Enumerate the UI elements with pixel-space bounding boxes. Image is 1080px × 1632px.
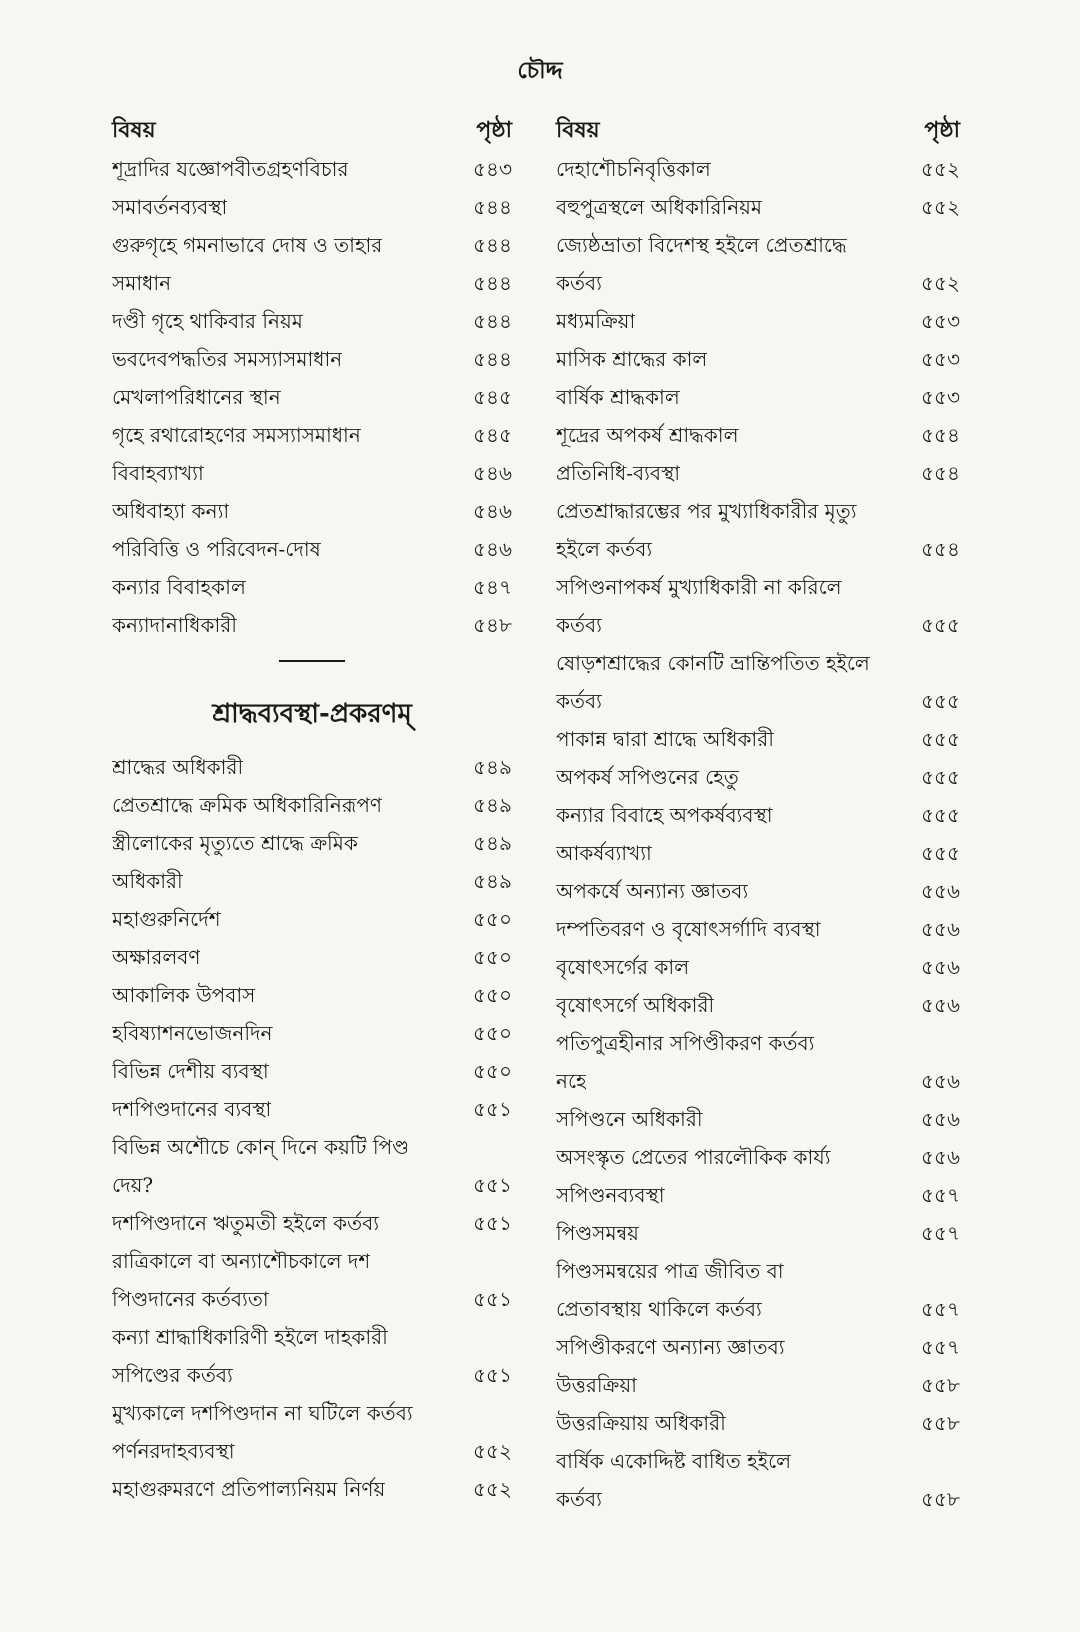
- toc-entry-page: ৫৫৪: [921, 461, 960, 485]
- toc-entry: [112, 1166, 512, 1204]
- toc-entry-title: বিবাহব্যাখ্যা: [112, 461, 204, 485]
- toc-entry-title: কন্যাদানাধিকারী: [112, 613, 238, 637]
- toc-entry-title: প্রেতশ্রাদ্ধারম্ভের পর মুখ্যাধিকারীর মৃত্যু: [556, 499, 857, 523]
- toc-entry-title: হবিষ্যাশনভোজনদিন: [112, 1021, 273, 1045]
- toc-entry-page: ৫৫১: [473, 1173, 512, 1197]
- toc-entry-page: ৫৫৬: [921, 1107, 960, 1131]
- page-header-label: পৃষ্ঠা: [476, 116, 512, 143]
- toc-entry-title: অক্ষারলবণ: [112, 945, 201, 969]
- toc-entry: [112, 1318, 512, 1356]
- toc-entry: [556, 530, 960, 568]
- toc-entry-title: কন্যার বিবাহকাল: [112, 575, 246, 599]
- toc-entry-page: ৫৫০: [473, 1059, 512, 1083]
- toc-entry-title: পতিপুত্রহীনার সপিণ্ডীকরণ কর্তব্য: [556, 1031, 815, 1055]
- toc-entry-title: কর্তব্য: [556, 1487, 602, 1511]
- toc-entry-page: ৫৫৫: [921, 727, 960, 751]
- toc-entry-title: অধিকারী: [112, 869, 183, 893]
- toc-entry: [556, 454, 960, 492]
- toc-entry-title: ষোড়শশ্রাদ্ধের কোনটি ভ্রান্তিপতিত হইলে: [556, 651, 870, 675]
- toc-entry-title: আকালিক উপবাস: [112, 983, 256, 1007]
- toc-entry-title: প্রেতাবস্থায় থাকিলে কর্তব্য: [556, 1297, 762, 1321]
- toc-entry-page: ৫৫৬: [921, 955, 960, 979]
- toc-entry-title: পর্ণনরদাহব্যবস্থা: [112, 1439, 235, 1463]
- toc-entry-title: মাসিক শ্রাদ্ধের কাল: [556, 347, 708, 371]
- toc-entry-title: সপিণ্ডনাপকর্ষ মুখ্যাধিকারী না করিলে: [556, 575, 842, 599]
- toc-entry: [556, 720, 960, 758]
- toc-entry-page: ৫৫১: [473, 1287, 512, 1311]
- toc-entry-title: মধ্যমক্রিয়া: [556, 309, 636, 333]
- toc-entry: [112, 938, 512, 976]
- toc-entry: [112, 1052, 512, 1090]
- toc-entry: [556, 948, 960, 986]
- toc-entry-page: ৫৫২: [921, 195, 960, 219]
- toc-entry-title: গুরুগৃহে গমনাভাবে দোষ ও তাহার: [112, 233, 383, 257]
- toc-entry-page: ৫৫৬: [921, 993, 960, 1017]
- toc-entry-page: ৫৪৫: [473, 385, 512, 409]
- toc-entry-title: কর্তব্য: [556, 689, 602, 713]
- toc-entry-title: জ্যেষ্ঠভ্রাতা বিদেশস্থ হইলে প্রেতশ্রাদ্ধে: [556, 233, 847, 257]
- toc-entry-page: ৫৫৬: [921, 1069, 960, 1093]
- toc-entry: [556, 910, 960, 948]
- toc-entry-title: হইলে কর্তব্য: [556, 537, 653, 561]
- toc-entry: [556, 606, 960, 644]
- toc-entry: [556, 986, 960, 1024]
- toc-entry-title: রাত্রিকালে বা অন্যাশৌচকালে দশ: [112, 1249, 371, 1273]
- toc-entry-title: উত্তরক্রিয়া: [556, 1373, 637, 1397]
- toc-entry: [556, 1176, 960, 1214]
- toc-entry-page: ৫৪৪: [473, 233, 512, 257]
- toc-entry-title: সপিণ্ডনে অধিকারী: [556, 1107, 703, 1131]
- toc-entry: [112, 1432, 512, 1470]
- toc-entry-title: অপকর্ষ সপিণ্ডনের হেতু: [556, 765, 739, 789]
- toc-entry-title: বার্ষিক একোদ্দিষ্ট বাধিত হইলে: [556, 1449, 792, 1473]
- toc-entry: [556, 188, 960, 226]
- toc-entry: [556, 796, 960, 834]
- toc-entry: [556, 682, 960, 720]
- toc-entry: [112, 900, 512, 938]
- toc-entry: [556, 1328, 960, 1366]
- toc-entry: [556, 340, 960, 378]
- toc-entry-page: ৫৫৪: [921, 423, 960, 447]
- right-entries: [556, 150, 960, 1518]
- toc-entry-title: শূদ্রাদির যজ্ঞোপবীতগ্রহণবিচার: [112, 157, 349, 181]
- toc-entry-title: দেহাশৌচনিবৃত্তিকাল: [556, 157, 711, 181]
- toc-entry-page: ৫৫৭: [921, 1221, 960, 1245]
- toc-entry-page: ৫৫২: [473, 1439, 512, 1463]
- toc-entry: [112, 416, 512, 454]
- toc-entry-title: শূদ্রের অপকর্ষ শ্রাদ্ধকাল: [556, 423, 739, 447]
- toc-entry: [556, 1290, 960, 1328]
- toc-entry: [556, 416, 960, 454]
- toc-entry-page: ৫৪৪: [473, 347, 512, 371]
- toc-entry-page: ৫৫৫: [921, 841, 960, 865]
- toc-entry: [556, 1252, 960, 1290]
- toc-entry: [556, 264, 960, 302]
- toc-entry-page: ৫৪৯: [473, 755, 512, 779]
- toc-entry-page: ৫৪৭: [473, 575, 512, 599]
- toc-entry-page: ৫৪৯: [473, 793, 512, 817]
- toc-entry-page: ৫৫৭: [921, 1297, 960, 1321]
- toc-entry-page: ৫৪৬: [473, 499, 512, 523]
- toc-entry-page: ৫৪৯: [473, 869, 512, 893]
- toc-entry: [556, 1100, 960, 1138]
- toc-entry-title: পরিবিত্তি ও পরিবেদন-দোষ: [112, 537, 321, 561]
- toc-entry: [112, 862, 512, 900]
- toc-entry-page: ৫৫২: [473, 1477, 512, 1501]
- toc-entry: [112, 1470, 512, 1508]
- toc-entry: [112, 1280, 512, 1318]
- toc-entry: [112, 748, 512, 786]
- toc-entry: [112, 606, 512, 644]
- toc-entry-title: সমাধান: [112, 271, 172, 295]
- toc-entry: [556, 378, 960, 416]
- toc-entry-page: ৫৫১: [473, 1363, 512, 1387]
- toc-entry: [112, 302, 512, 340]
- toc-entry: [112, 340, 512, 378]
- toc-entry-title: শ্রাদ্ধের অধিকারী: [112, 755, 244, 779]
- toc-entry: [112, 1356, 512, 1394]
- toc-entry-page: ৫৫৫: [921, 689, 960, 713]
- toc-entry-page: ৫৫০: [473, 945, 512, 969]
- toc-entry-title: দম্পতিবরণ ও বৃষোৎসর্গাদি ব্যবস্থা: [556, 917, 821, 941]
- toc-entry: [556, 1404, 960, 1442]
- toc-entry-page: ৫৫০: [473, 907, 512, 931]
- toc-entry: [556, 834, 960, 872]
- toc-entry: [112, 1394, 512, 1432]
- toc-entry: [112, 1090, 512, 1128]
- toc-entry: [556, 492, 960, 530]
- toc-entry-title: বহুপুত্রস্থলে অধিকারিনিয়ম: [556, 195, 763, 219]
- toc-entry-title: পিণ্ডসমন্বয়: [556, 1221, 639, 1245]
- toc-entry: [112, 492, 512, 530]
- toc-entry-title: দশপিণ্ডদানের ব্যবস্থা: [112, 1097, 272, 1121]
- toc-entry: [556, 568, 960, 606]
- toc-entry: [112, 378, 512, 416]
- toc-entry: [556, 302, 960, 340]
- toc-entry-title: নহে: [556, 1069, 587, 1093]
- page-header-label: পৃষ্ঠা: [924, 116, 960, 143]
- toc-entry-page: ৫৫৬: [921, 1145, 960, 1169]
- toc-entry-page: ৫৪৫: [473, 423, 512, 447]
- toc-entry-title: কর্তব্য: [556, 271, 602, 295]
- toc-entry-page: ৫৪৪: [473, 195, 512, 219]
- toc-entry-title: প্রতিনিধি-ব্যবস্থা: [556, 461, 681, 485]
- toc-entry: [112, 568, 512, 606]
- toc-entry-page: ৫৫৩: [921, 385, 960, 409]
- toc-entry: [556, 1366, 960, 1404]
- toc-entry-page: ৫৪৮: [473, 613, 512, 637]
- toc-entry: [112, 264, 512, 302]
- toc-entry-title: অপকর্ষে অন্যান্য জ্ঞাতব্য: [556, 879, 749, 903]
- toc-entry-page: ৫৫৬: [921, 879, 960, 903]
- toc-entry-title: কন্যার বিবাহে অপকর্ষব্যবস্থা: [556, 803, 773, 827]
- left-entries-after: [112, 748, 512, 1508]
- toc-entry: [112, 454, 512, 492]
- toc-entry: [112, 226, 512, 264]
- section-divider: [279, 660, 345, 662]
- toc-entry-title: কর্তব্য: [556, 613, 602, 637]
- toc-entry-title: স্ত্রীলোকের মৃত্যুতে শ্রাদ্ধে ক্রমিক: [112, 831, 358, 855]
- column-header: [112, 112, 512, 150]
- toc-entry-title: প্রেতশ্রাদ্ধে ক্রমিক অধিকারিনিরূপণ: [112, 793, 383, 817]
- toc-entry-page: ৫৫০: [473, 983, 512, 1007]
- toc-entry-page: ৫৫১: [473, 1211, 512, 1235]
- toc-entry-page: ৫৫৩: [921, 309, 960, 333]
- toc-entry-page: ৫৫৩: [921, 347, 960, 371]
- toc-entry-title: দশপিণ্ডদানে ঋতুমতী হইলে কর্তব্য: [112, 1211, 380, 1235]
- toc-entry-page: ৫৫৭: [921, 1335, 960, 1359]
- toc-entry-page: ৫৪৩: [473, 157, 512, 181]
- toc-entry: [112, 786, 512, 824]
- toc-entry-title: বৃষোৎসর্গে অধিকারী: [556, 993, 715, 1017]
- toc-entry: [556, 1480, 960, 1518]
- toc-entry: [112, 1128, 512, 1166]
- right-column: [556, 112, 960, 1518]
- toc-entry-title: মহাগুরুমরণে প্রতিপাল্যনিয়ম নির্ণয়: [112, 1477, 386, 1501]
- toc-entry: [112, 1014, 512, 1052]
- column-header: [556, 112, 960, 150]
- toc-entry: [556, 226, 960, 264]
- toc-entry: [556, 1442, 960, 1480]
- toc-entry-page: ৫৫৮: [921, 1373, 960, 1397]
- toc-entry-page: ৫৫৪: [921, 537, 960, 561]
- toc-entry-title: বিভিন্ন দেশীয় ব্যবস্থা: [112, 1059, 269, 1083]
- left-entries-before: [112, 150, 512, 644]
- toc-entry-page: ৫৪৬: [473, 537, 512, 561]
- toc-entry-title: সপিণ্ডীকরণে অন্যান্য জ্ঞাতব্য: [556, 1335, 785, 1359]
- toc-entry-title: সমাবর্তনব্যবস্থা: [112, 195, 228, 219]
- toc-entry-page: ৫৪৬: [473, 461, 512, 485]
- toc-entry: [556, 1214, 960, 1252]
- toc-entry: [112, 1242, 512, 1280]
- toc-entry-page: ৫৪৯: [473, 831, 512, 855]
- toc-entry-title: বিভিন্ন অশৌচে কোন্ দিনে কয়টি পিণ্ড: [112, 1135, 410, 1159]
- toc-entry-page: ৫৫২: [921, 157, 960, 181]
- toc-entry-title: বার্ষিক শ্রাদ্ধকাল: [556, 385, 680, 409]
- toc-entry-page: ৫৫২: [921, 271, 960, 295]
- subject-header: বিষয়: [112, 116, 156, 143]
- toc-entry-page: ৫৫৬: [921, 917, 960, 941]
- toc-entry: [556, 872, 960, 910]
- toc-entry: [556, 1062, 960, 1100]
- toc-entry: [112, 824, 512, 862]
- toc-entry-page: ৫৫৭: [921, 1183, 960, 1207]
- toc-entry: [112, 1204, 512, 1242]
- toc-entry-title: দণ্ডী গৃহে থাকিবার নিয়ম: [112, 309, 303, 333]
- toc-entry: [112, 530, 512, 568]
- toc-entry: [112, 150, 512, 188]
- toc-entry-page: ৫৫৮: [921, 1411, 960, 1435]
- toc-entry-title: মুখ্যকালে দশপিণ্ডদান না ঘটিলে কর্তব্য: [112, 1401, 413, 1425]
- toc-entry-title: কন্যা শ্রাদ্ধাধিকারিণী হইলে দাহকারী: [112, 1325, 388, 1349]
- toc-entry-page: ৫৪৪: [473, 309, 512, 333]
- toc-entry-title: পিণ্ডসমন্বয়ের পাত্র জীবিত বা: [556, 1259, 784, 1283]
- toc-entry-title: মেখলাপরিধানের স্থান: [112, 385, 281, 409]
- toc-entry-title: পাকান্ন দ্বারা শ্রাদ্ধে অধিকারী: [556, 727, 774, 751]
- toc-entry-page: ৫৫৫: [921, 803, 960, 827]
- section-title: শ্রাদ্ধব্যবস্থা-প্রকরণম্: [212, 699, 412, 729]
- toc-entry: [556, 1024, 960, 1062]
- toc-entry-title: উত্তরক্রিয়ায় অধিকারী: [556, 1411, 726, 1435]
- toc-entry: [112, 976, 512, 1014]
- toc-entry: [556, 644, 960, 682]
- toc-entry: [556, 1138, 960, 1176]
- toc-entry-title: আকর্ষব্যাখ্যা: [556, 841, 652, 865]
- toc-entry: [556, 150, 960, 188]
- subject-header: বিষয়: [556, 116, 600, 143]
- toc-entry-title: বৃষোৎসর্গের কাল: [556, 955, 690, 979]
- toc-entry-title: অধিবাহ্যা কন্যা: [112, 499, 230, 523]
- toc-entry-title: দেয়?: [112, 1173, 154, 1197]
- toc-entry-title: সপিণ্ডনব্যবস্থা: [556, 1183, 665, 1207]
- toc-entry-page: ৫৫৮: [921, 1487, 960, 1511]
- toc-entry-title: ভবদেবপদ্ধতির সমস্যাসমাধান: [112, 347, 343, 371]
- toc-entry-title: মহাগুরুনির্দেশ: [112, 907, 221, 931]
- toc-entry-page: ৫৫০: [473, 1021, 512, 1045]
- toc-entry-title: সপিণ্ডের কর্তব্য: [112, 1363, 233, 1387]
- toc-entry-title: গৃহে রথারোহণের সমস্যাসমাধান: [112, 423, 361, 447]
- toc-entry: [112, 188, 512, 226]
- left-column: [112, 112, 512, 1508]
- toc-entry-title: পিণ্ডদানের কর্তব্যতা: [112, 1287, 269, 1311]
- toc-entry: [556, 758, 960, 796]
- toc-entry-page: ৫৫৫: [921, 765, 960, 789]
- toc-entry-page: ৫৪৪: [473, 271, 512, 295]
- toc-entry-page: ৫৫১: [473, 1097, 512, 1121]
- page-header: চৌদ্দ: [517, 57, 563, 84]
- toc-entry-page: ৫৫৫: [921, 613, 960, 637]
- toc-entry-title: অসংস্কৃত প্রেতের পারলৌকিক কার্য্য: [556, 1145, 831, 1169]
